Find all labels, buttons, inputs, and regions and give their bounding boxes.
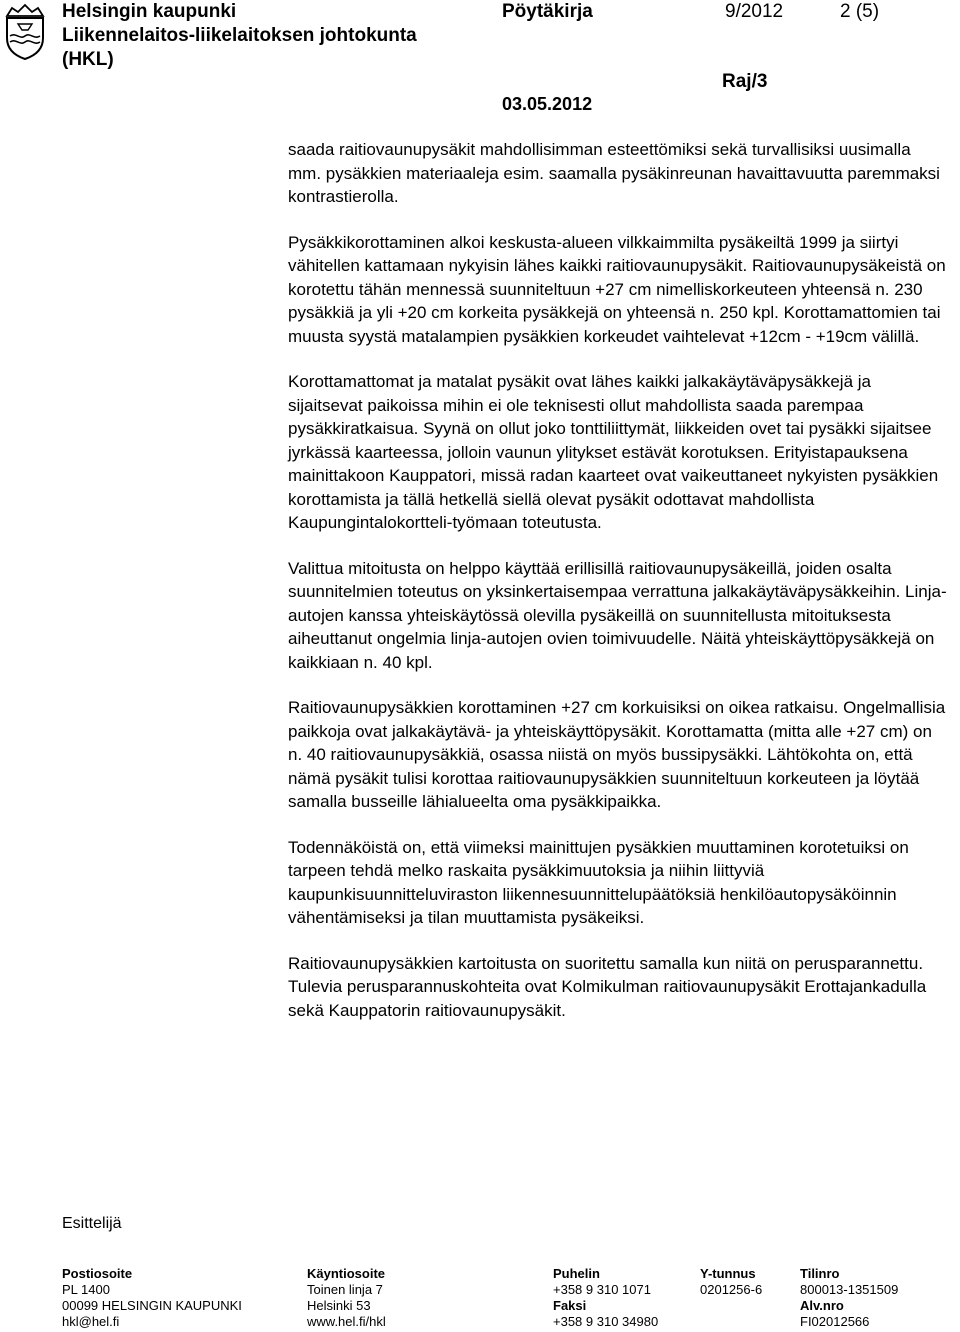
footer-heading: Postiosoite <box>62 1266 133 1281</box>
paragraph: saada raitiovaunupysäkit mahdollisimman esteettömiksi sekä turvallisiksi uusimalla mm. pysäkkien materiaaleja esim. saamalla pysäkinreunan havaittavuutta paremmaksi kontrastierolla. <box>288 140 940 206</box>
paragraph: Raitiovaunupysäkkien korottaminen +27 cm korkuisiksi on oikea ratkaisu. Ongelmallisia paikkoja ovat jalkakäytävä- ja yhteiskäyttöpysäkit. Korottamatta (mitta alle +27 cm) on n. 40 raitiovaunupysäkkiä, osassa niistä on myös bussipysäkki. Lähtökohta on, että nämä pysäkit tulisi korottaa raitiovaunupysäkkien suunniteltuun korkeuteen ja löytää samalla busseille lähialueelta oma pysäkkipaikka. <box>288 698 946 811</box>
footer-business-id <box>700 1266 762 1298</box>
footer-heading: Tilinro <box>800 1266 840 1281</box>
section-code: Raj/3 <box>722 71 768 92</box>
document-number: 9/2012 <box>725 1 784 22</box>
footer-visiting-address <box>307 1266 386 1330</box>
footer-value: +358 9 310 1071 <box>553 1282 651 1297</box>
paragraph: Korottamattomat ja matalat pysäkit ovat lähes kaikki jalkakäytäväpysäkkejä ja sijaitsevat paikoissa mihin ei ole teknisesti ollut mahdollista saada parempaa pysäkkiratkaisua. Syynä on ollut joko tonttiliittymät, liikkeiden ovet tai pysäkki sijaitsee jyrkässä kaarteessa, jolloin vaunun ylitykset estävät korotuksen. Erityistapauksena mainittakoon Kauppatori, missä radan kaarteet ovat vaikeuttaneet nykyisten pysäkkien korottamista ja tällä hetkellä siellä olevat pysäkit odottavat mahdollista Kaupungintalokortteli-työmaan toteutusta. <box>288 372 939 532</box>
footer-postal-address <box>62 1266 242 1330</box>
footer-value: FI02012566 <box>800 1314 870 1329</box>
meeting-date: 03.05.2012 <box>502 94 593 114</box>
document-type: Pöytäkirja <box>502 1 593 22</box>
footer-value: 00099 HELSINGIN KAUPUNKI <box>62 1298 242 1313</box>
presenter-label: Esittelijä <box>62 1215 122 1232</box>
document-body <box>288 138 948 1044</box>
footer-website-link[interactable]: www.hel.fi/hkl <box>307 1314 386 1329</box>
footer-email-link[interactable]: hkl@hel.fi <box>62 1314 120 1329</box>
footer-heading: Puhelin <box>553 1266 600 1281</box>
footer-heading: Käyntiosoite <box>307 1266 386 1281</box>
footer-value: Helsinki 53 <box>307 1298 371 1313</box>
paragraph: Todennäköistä on, että viimeksi mainittujen pysäkkien muuttaminen korotetuiksi on tarpeen tehdä melko raskaita pysäkkimuutoksia ja niihin liittyviä kaupunkisuunnitteluviraston liikennesuunnittelupäätöksiä henkilöautopysäköinnin vähentämiseksi ja tilan muuttamista pysäkeiksi. <box>288 837 909 927</box>
footer-heading: Faksi <box>553 1298 587 1313</box>
page-number: 2 (5) <box>840 1 880 22</box>
org-abbreviation: (HKL) <box>62 49 114 70</box>
paragraph: Raitiovaunupysäkkien kartoitusta on suoritettu samalla kun niitä on perusparannettu. Tulevia perusparannuskohteita ovat Kolmikulman raitiovaunupysäkit Erottajankadulla sekä Kauppatorin raitiovaunupysäkit. <box>288 953 927 1020</box>
helsinki-crest-icon <box>4 2 46 60</box>
footer-value: +358 9 310 34980 <box>553 1314 659 1329</box>
footer-account-vat <box>800 1266 898 1330</box>
paragraph: Valittua mitoitusta on helppo käyttää erillisillä raitiovaunupysäkeillä, joiden osalta suunnitelmien toteutus on yksinkertaisempaa verrattuna jalkakäytäväpysäkkeihin. Linja-autojen kanssa yhteiskäytössä olevilla pysäkeillä on suunnitellusta mitoituksesta aiheuttanut ongelmia linja-autojen ovien toimivuudelle. Näitä yhteiskäyttöpysäkkejä on kaikkiaan n. 40 kpl. <box>288 558 947 672</box>
org-name: Helsingin kaupunki <box>62 1 237 22</box>
footer-heading: Alv.nro <box>800 1298 844 1313</box>
footer-value: PL 1400 <box>62 1282 110 1297</box>
paragraph: Pysäkkikorottaminen alkoi keskusta-alueen vilkkaimmilta pysäkeiltä 1999 ja siirtyi vähitellen kattamaan nykyisin lähes kaikki raitiovaunupysäkit. Raitiovaunupysäkeistä on korotettu tähän mennessä suunniteltuun +27 cm nimelliskorkeuteen yhteensä n. 230 pysäkkiä ja yli +20 cm korkeita pysäkkejä on yhteensä n. 250 kpl. Korottamattomien tai muusta syystä matalampien pysäkkien korkeudet vaihtelevat +12cm - +19cm välillä. <box>288 232 946 346</box>
footer-value: Toinen linja 7 <box>307 1282 383 1297</box>
footer-phone-fax <box>553 1266 658 1330</box>
org-board: Liikennelaitos-liikelaitoksen johtokunta <box>62 25 417 46</box>
footer-heading: Y-tunnus <box>700 1266 756 1281</box>
footer-value: 0201256-6 <box>700 1282 763 1297</box>
organization-header <box>62 0 417 72</box>
footer-value: 800013-1351509 <box>800 1282 899 1297</box>
